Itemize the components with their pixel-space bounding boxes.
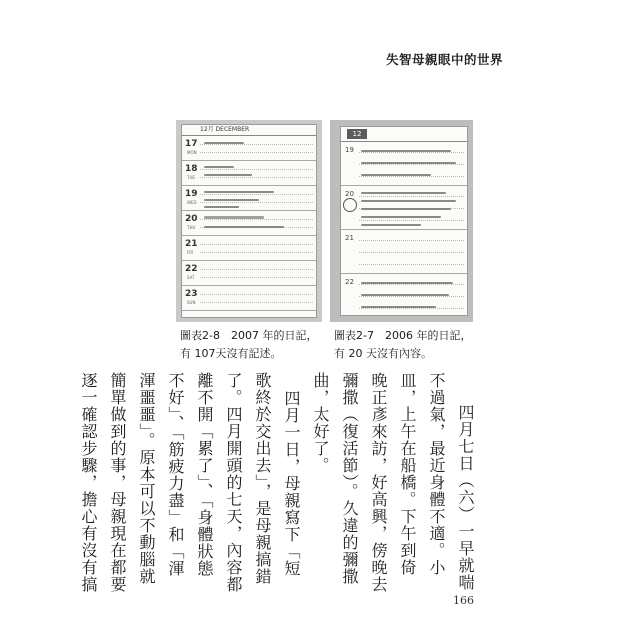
diary-row (341, 186, 467, 230)
diary-row (341, 230, 467, 274)
diary-weekday: TUE (187, 175, 195, 180)
diary-row (182, 211, 316, 236)
diary-day-number: 21 (185, 239, 198, 249)
quote-line: 曲，太好了。 (311, 372, 330, 474)
page-number: 166 (453, 594, 474, 607)
quote-line: 四月七日（六）一早就喘 (456, 404, 475, 591)
diary-weekday: SUN (187, 300, 196, 305)
body-line: 不好」、「筋疲力盡」和「渾 (166, 372, 185, 577)
figure-caption-2006: 圖表2-7 2006 年的日記，有 20 天沒有內容。 (334, 329, 472, 360)
circled-mark-icon (343, 198, 357, 212)
body-line: 渾噩噩」。原本可以不動腦就 (137, 372, 156, 585)
diary-page-header: 12月 DECEMBER (182, 125, 316, 136)
diary-row (182, 286, 316, 311)
diary-day-number: 19 (345, 146, 354, 154)
diary-day-number: 20 (185, 214, 198, 224)
diary-photo-2007 (176, 120, 322, 322)
quote-line: 不過氣，最近身體不適。小 (427, 372, 446, 576)
quote-line: 皿，上午在船橋。下午到倚 (398, 372, 417, 576)
diary-row (182, 161, 316, 186)
body-line: 歌終於交出去」，是母親搞錯 (253, 372, 272, 585)
diary-weekday: MON (187, 150, 197, 155)
diary-day-number: 17 (185, 139, 198, 149)
diary-day-number: 19 (185, 189, 198, 199)
diary-day-number: 21 (345, 234, 354, 242)
diary-photo-2006 (330, 120, 473, 322)
diary-page-header (341, 127, 467, 142)
diary-row (341, 142, 467, 186)
body-line: 四月一日，母親寫下「短 (282, 390, 301, 577)
quote-line: 彌撒（復活節）。久違的彌撒 (340, 372, 359, 585)
diary-quote (306, 372, 480, 612)
month-tab: 12 (347, 129, 367, 139)
diary-row (182, 236, 316, 261)
diary-day-number: 22 (345, 278, 354, 286)
diary-page-2007 (181, 124, 317, 318)
diary-day-number: 18 (185, 164, 198, 174)
diary-page-2006 (340, 126, 468, 316)
diary-day-number: 22 (185, 264, 198, 274)
diary-day-number: 20 (345, 190, 354, 198)
running-header-title: 失智母親眼中的世界 (385, 52, 503, 67)
body-line: 簡單做到的事，母親現在都要 (108, 372, 127, 593)
diary-day-number: 23 (185, 289, 198, 299)
diary-row (182, 186, 316, 211)
diary-row (182, 136, 316, 161)
body-line: 逐一確認步驟，擔心有沒有搞 (79, 372, 98, 593)
body-line: 了。四月開頭的七天，內容都 (224, 372, 243, 593)
diary-weekday: THU (187, 225, 196, 230)
diary-row (182, 261, 316, 286)
diary-weekday: SAT (187, 275, 195, 280)
diary-row (341, 274, 467, 316)
figure-caption-2007: 圖表2-8 2007 年的日記，有 107天沒有記述。 (180, 329, 318, 360)
diary-weekday: WED (187, 200, 197, 205)
vertical-body-text (79, 372, 480, 612)
body-line: 離不開「累了」、「身體狀態 (195, 372, 214, 577)
diary-weekday: FRI (187, 250, 194, 255)
quote-line: 晚正彥來訪，好高興，傍晚去 (369, 372, 388, 593)
